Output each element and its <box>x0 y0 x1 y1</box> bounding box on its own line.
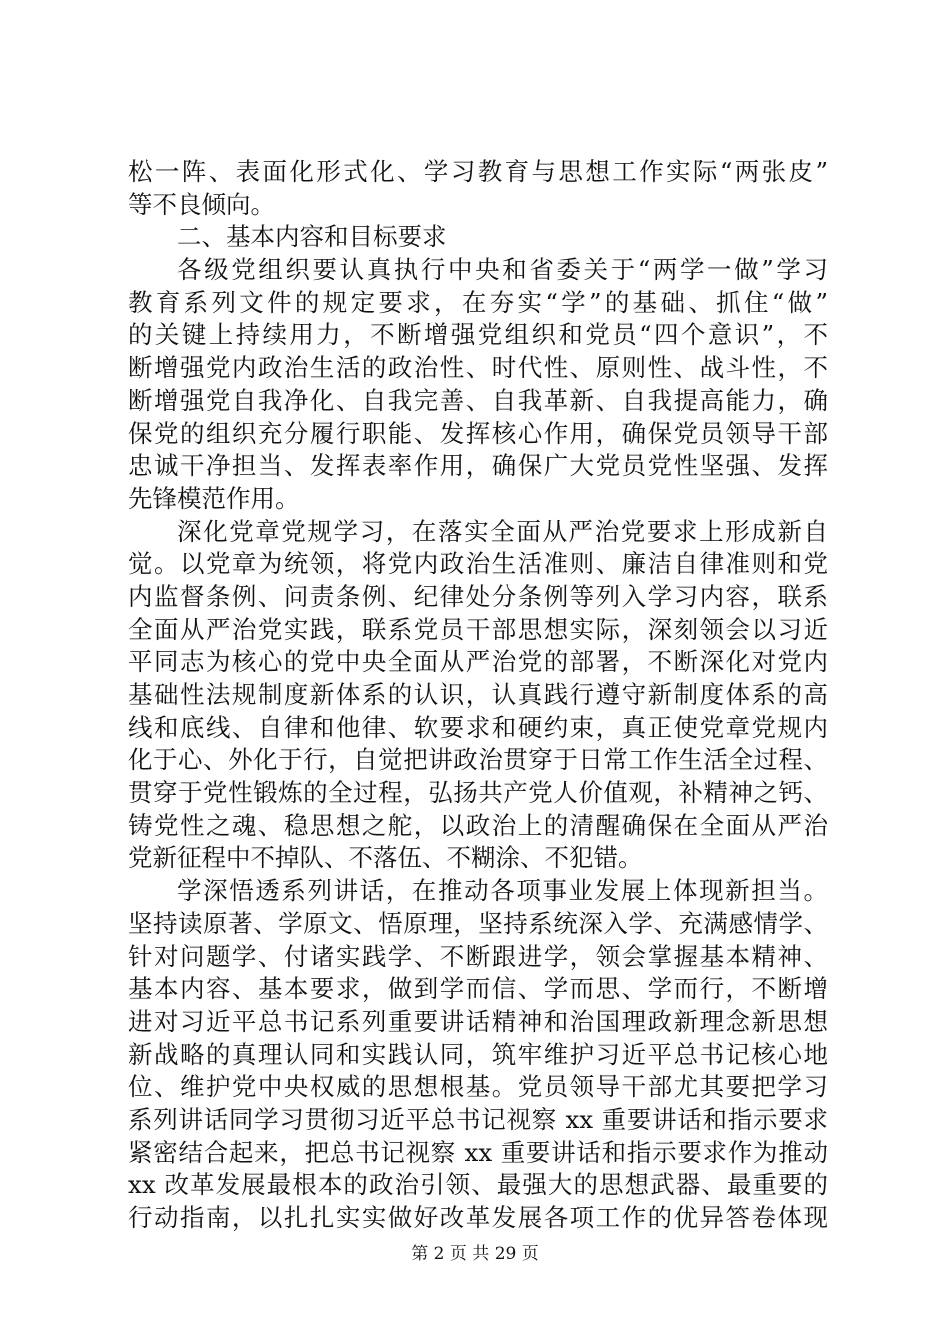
text-line: 行动指南，以扎扎实实做好改革发展各项工作的优异答卷体现 <box>128 1203 828 1232</box>
text-line: 坚持读原著、学原文、悟原理，坚持系统深入学、充满感情学、 <box>128 908 828 938</box>
text-line: 忠诚干净担当、发挥表率作用，确保广大党员党性坚强、发挥 <box>128 451 828 481</box>
text-line: 位、维护党中央权威的思想根基。党员领导干部尤其要把学习 <box>128 1072 828 1102</box>
text-line: 基本内容、基本要求，做到学而信、学而思、学而行，不断增 <box>128 974 828 1004</box>
section-heading: 二、基本内容和目标要求 <box>177 222 447 252</box>
text-line: 松一阵、表面化形式化、学习教育与思想工作实际“两张皮” <box>128 157 828 186</box>
text-line: 铸党性之魂、稳思想之舵，以政治上的清醒确保在全面从严治 <box>128 810 828 840</box>
text-line: 全面从严治党实践，联系党员干部思想实际，深刻领会以习近 <box>128 614 828 644</box>
text-line: 觉。以党章为统领，将党内政治生活准则、廉洁自律准则和党 <box>128 549 828 579</box>
text-line: 教育系列文件的规定要求，在夯实“学”的基础、抓住“做” <box>128 287 828 317</box>
text-line: 进对习近平总书记系列重要讲话精神和治国理政新理念新思想 <box>128 1006 828 1036</box>
text-line: 深化党章党规学习，在落实全面从严治党要求上形成新自 <box>177 516 828 546</box>
text-line: 各级党组织要认真执行中央和省委关于“两学一做”学习 <box>177 255 828 285</box>
text-line: 保党的组织充分履行职能、发挥核心作用，确保党员领导干部 <box>128 418 828 448</box>
text-line: xx 改革发展最根本的政治引领、最强大的思想武器、最重要的 <box>128 1170 828 1200</box>
text-line: 党新征程中不掉队、不落伍、不糊涂、不犯错。 <box>128 843 643 873</box>
text-line: 系列讲话同学习贯彻习近平总书记视察 xx 重要讲话和指示要求 <box>128 1104 828 1134</box>
page-number-footer: 第 2 页 共 29 页 <box>411 1244 539 1264</box>
text-line: 平同志为核心的党中央全面从严治党的部署，不断深化对党内 <box>128 647 828 677</box>
text-line: 的关键上持续用力，不断增强党组织和党员“四个意识”，不 <box>128 320 828 350</box>
text-line: 基础性法规制度新体系的认识，认真践行遵守新制度体系的高 <box>128 680 828 709</box>
text-line: 断增强党内政治生活的政治性、时代性、原则性、战斗性，不 <box>128 353 828 383</box>
text-line: 断增强党自我净化、自我完善、自我革新、自我提高能力，确 <box>128 385 828 415</box>
text-line: 线和底线、自律和他律、软要求和硬约束，真正使党章党规内 <box>128 712 828 742</box>
document-body <box>128 156 828 1235</box>
text-line: 内监督条例、问责条例、纪律处分条例等列入学习内容，联系 <box>128 581 828 611</box>
text-line: 化于心、外化于行，自觉把讲政治贯穿于日常工作生活全过程、 <box>128 745 828 775</box>
text-line: 学深悟透系列讲话，在推动各项事业发展上体现新担当。 <box>177 876 828 906</box>
text-line: 紧密结合起来，把总书记视察 xx 重要讲话和指示要求作为推动 <box>128 1137 828 1167</box>
text-line: 针对问题学、付诸实践学、不断跟进学，领会掌握基本精神、 <box>128 941 828 971</box>
text-line: 贯穿于党性锻炼的全过程，弘扬共产党人价值观，补精神之钙、 <box>128 778 828 808</box>
text-line: 新战略的真理认同和实践认同，筑牢维护习近平总书记核心地 <box>128 1039 828 1069</box>
text-line: 先锋模范作用。 <box>128 483 300 513</box>
text-line: 等不良倾向。 <box>128 189 275 219</box>
